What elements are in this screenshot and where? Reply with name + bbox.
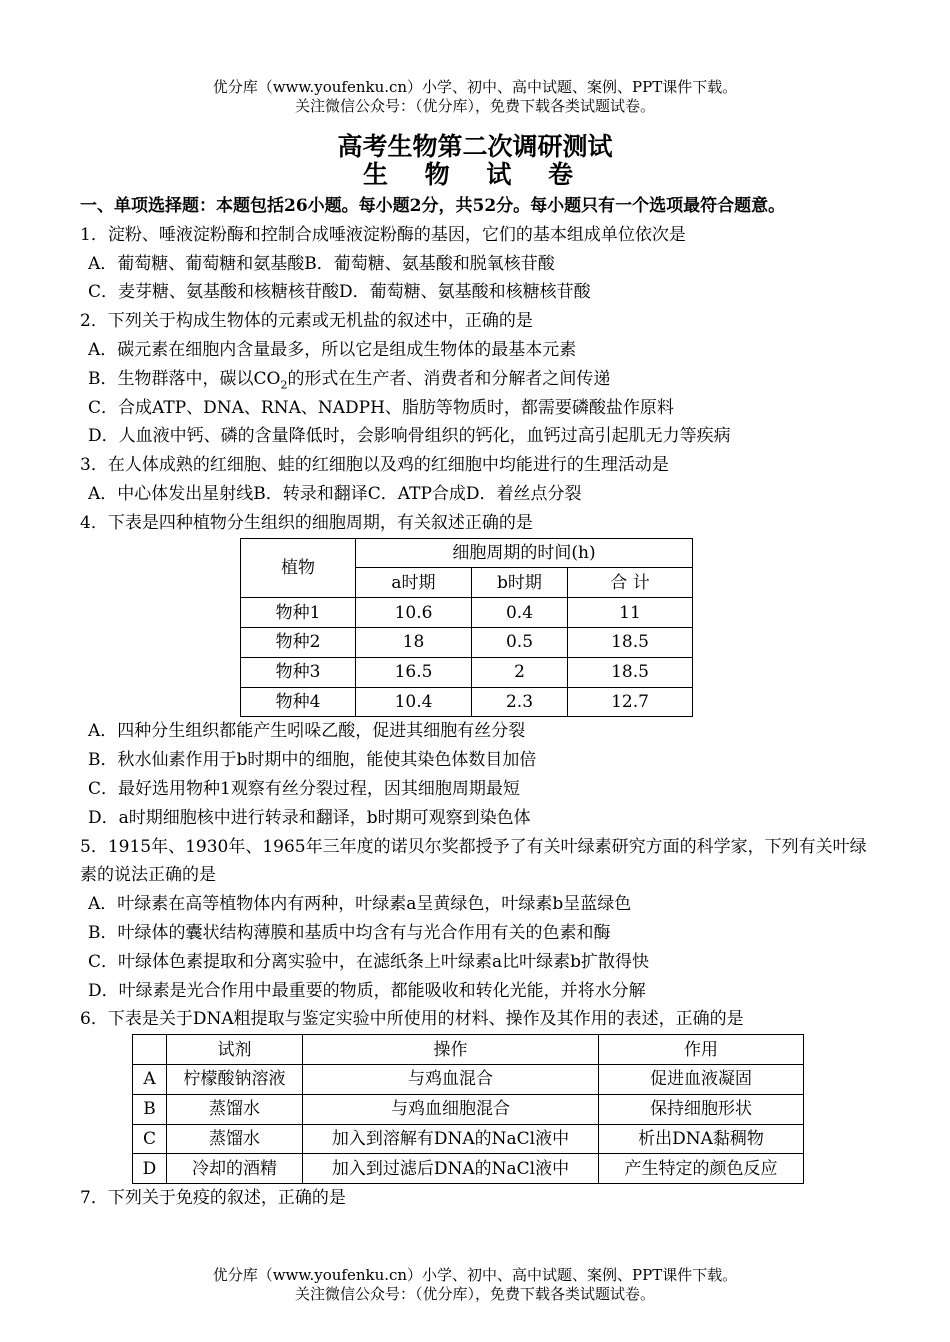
- q3-option-b: B．转录和翻译: [253, 483, 368, 504]
- col-op-header: 操作: [303, 1035, 599, 1065]
- cell-total: 18.5: [568, 627, 693, 657]
- co2-subscript: 2: [280, 378, 288, 392]
- cell-b: 2: [472, 657, 568, 687]
- q5-option-a: A．叶绿素在高等植物体内有两种，叶绿素a呈黄绿色，叶绿素b呈蓝绿色: [88, 894, 632, 915]
- cell-key: B: [133, 1094, 167, 1124]
- q4-option-b: B．秋水仙素作用于b时期中的细胞，能使其染色体数目加倍: [88, 750, 537, 771]
- col-a-header: a时期: [356, 568, 472, 598]
- q2-option-a: A．碳元素在细胞内含量最多，所以它是组成生物体的最基本元素: [88, 339, 577, 360]
- dna-extraction-table: [132, 1034, 804, 1184]
- table-row: [241, 657, 693, 687]
- question-6-stem: 6．下表是关于DNA粗提取与鉴定实验中所使用的材料、操作及其作用的表述，正确的是: [80, 1009, 744, 1030]
- table-row: [133, 1094, 804, 1124]
- cell-a: 18: [356, 627, 472, 657]
- q3-option-c: C．ATP合成: [367, 483, 466, 504]
- exam-subtitle: 生 物 试 卷: [362, 160, 588, 189]
- col-group-header: 细胞周期的时间(h): [356, 538, 693, 568]
- cell-key: C: [133, 1124, 167, 1154]
- question-1-options-row-2: [80, 278, 870, 307]
- cell-reagent: 冷却的酒精: [167, 1154, 303, 1184]
- q2-option-d: D．人血液中钙、磷的含量降低时，会影响骨组织的钙化，血钙过高引起肌无力等疾病: [88, 426, 731, 447]
- question-3-options: [80, 480, 870, 509]
- exam-content: [80, 192, 870, 1213]
- question-1-stem: 1．淀粉、唾液淀粉酶和控制合成唾液淀粉酶的基因，它们的基本组成单位依次是: [80, 224, 686, 245]
- question-7-stem: 7．下列关于免疫的叙述，正确的是: [80, 1188, 346, 1209]
- page-footer: [0, 1266, 950, 1304]
- footer-line-2: 关注微信公众号：（优分库），免费下载各类试题试卷。: [294, 1285, 655, 1303]
- q5-option-d: D．叶绿素是光合作用中最重要的物质，都能吸收和转化光能，并将水分解: [88, 980, 646, 1001]
- cell-b: 2.3: [472, 687, 568, 717]
- header-line-1: 优分库（www.youfenku.cn）小学、初中、高中试题、案例、PPT课件下载。: [212, 78, 738, 96]
- q3-option-a: A．中心体发出星射线: [88, 483, 254, 504]
- page-header: [0, 78, 950, 116]
- table-row: [133, 1124, 804, 1154]
- col-b-header: b时期: [472, 568, 568, 598]
- cell-effect: 保持细胞形状: [599, 1094, 804, 1124]
- question-4-stem: 4．下表是四种植物分生组织的细胞周期，有关叙述正确的是: [80, 512, 533, 533]
- cell-a: 16.5: [356, 657, 472, 687]
- cell-op: 与鸡血细胞混合: [303, 1094, 599, 1124]
- cell-b: 0.4: [472, 598, 568, 628]
- footer-line-1: 优分库（www.youfenku.cn）小学、初中、高中试题、案例、PPT课件下载。: [212, 1266, 738, 1284]
- cell-total: 12.7: [568, 687, 693, 717]
- q2-option-b-pre: B．生物群落中，碳以CO: [88, 368, 281, 389]
- exam-title: 高考生物第二次调研测试: [337, 132, 613, 161]
- q5-option-b: B．叶绿体的囊状结构薄膜和基质中均含有与光合作用有关的色素和酶: [88, 922, 611, 943]
- cell-cycle-table: [240, 538, 693, 718]
- cell-op: 与鸡血混合: [303, 1064, 599, 1094]
- q1-option-c: C．麦芽糖、氨基酸和核糖核苷酸: [88, 282, 340, 303]
- table-row: [241, 627, 693, 657]
- q4-option-c: C．最好选用物种1观察有丝分裂过程，因其细胞周期最短: [88, 778, 520, 799]
- cell-b: 0.5: [472, 627, 568, 657]
- table-row: [241, 687, 693, 717]
- col-plant-header: 植物: [241, 538, 356, 598]
- cell-total: 18.5: [568, 657, 693, 687]
- col-reagent-header: 试剂: [167, 1035, 303, 1065]
- cell-name: 物种1: [241, 598, 356, 628]
- cell-name: 物种2: [241, 627, 356, 657]
- table-row: [133, 1064, 804, 1094]
- cell-op: 加入到过滤后DNA的NaCl液中: [303, 1154, 599, 1184]
- q4-option-a: A．四种分生组织都能产生吲哚乙酸，促进其细胞有丝分裂: [88, 721, 526, 742]
- table-row: [133, 1154, 804, 1184]
- question-2-stem: 2．下列关于构成生物体的元素或无机盐的叙述中，正确的是: [80, 311, 533, 332]
- cell-name: 物种3: [241, 657, 356, 687]
- col-total-header: 合 计: [568, 568, 693, 598]
- cell-effect: 促进血液凝固: [599, 1064, 804, 1094]
- q1-option-d: D．葡萄糖、氨基酸和核糖核苷酸: [339, 282, 591, 303]
- q2-option-b: [80, 365, 870, 394]
- q3-option-d: D．着丝点分裂: [465, 483, 582, 504]
- col-key-header: [133, 1035, 167, 1065]
- q1-option-b: B．葡萄糖、氨基酸和脱氧核苷酸: [304, 253, 555, 274]
- cell-effect: 析出DNA黏稠物: [599, 1124, 804, 1154]
- cell-op: 加入到溶解有DNA的NaCl液中: [303, 1124, 599, 1154]
- cell-key: A: [133, 1064, 167, 1094]
- q1-option-a: A．葡萄糖、葡萄糖和氨基酸: [88, 253, 305, 274]
- cell-a: 10.6: [356, 598, 472, 628]
- q2-option-b-post: 的形式在生产者、消费者和分解者之间传递: [287, 368, 611, 389]
- header-line-2: 关注微信公众号：（优分库），免费下载各类试题试卷。: [294, 97, 655, 115]
- section-heading: 一、单项选择题：本题包括26小题。每小题2分，共52分。每小题只有一个选项最符合题意。: [80, 196, 786, 216]
- question-3-stem: 3．在人体成熟的红细胞、蛙的红细胞以及鸡的红细胞中均能进行的生理活动是: [80, 455, 669, 476]
- cell-a: 10.4: [356, 687, 472, 717]
- q5-option-c: C．叶绿体色素提取和分离实验中，在滤纸条上叶绿素a比叶绿素b扩散得快: [88, 951, 650, 972]
- cell-total: 11: [568, 598, 693, 628]
- cell-reagent: 蒸馏水: [167, 1124, 303, 1154]
- question-1-options-row-1: [80, 250, 870, 279]
- table-row: [241, 598, 693, 628]
- q2-option-c: C．合成ATP、DNA、RNA、NADPH、脂肪等物质时，都需要磷酸盐作原料: [88, 397, 674, 418]
- cell-reagent: 蒸馏水: [167, 1094, 303, 1124]
- cell-name: 物种4: [241, 687, 356, 717]
- cell-reagent: 柠檬酸钠溶液: [167, 1064, 303, 1094]
- cell-effect: 产生特定的颜色反应: [599, 1154, 804, 1184]
- cell-key: D: [133, 1154, 167, 1184]
- col-effect-header: 作用: [599, 1035, 804, 1065]
- q4-option-d: D．a时期细胞核中进行转录和翻译，b时期可观察到染色体: [88, 807, 531, 828]
- question-5-stem: 5．1915年、1930年、1965年三年度的诺贝尔奖都授予了有关叶绿素研究方面的科学家，下列有关叶绿素的说法正确的是: [80, 836, 867, 886]
